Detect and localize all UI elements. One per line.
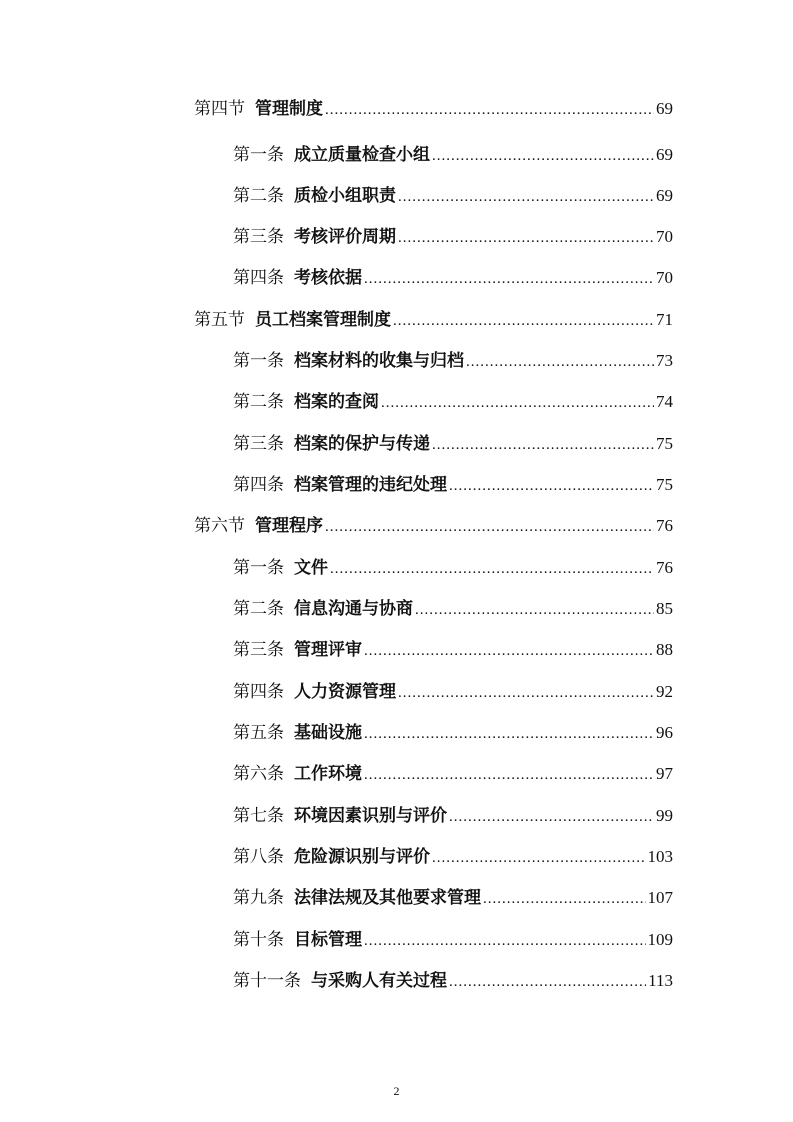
toc-entry-number: 第四节: [194, 99, 245, 119]
toc-entry-number: 第一条: [233, 145, 284, 165]
toc-dot-leader: [398, 187, 654, 207]
page-number: 2: [393, 1084, 400, 1098]
toc-entry-section[interactable]: [194, 90, 673, 120]
toc-entry-page: 69: [656, 145, 673, 164]
toc-entry-title: 员工档案管理制度: [255, 310, 391, 330]
toc-entry-title: 危险源识别与评价: [294, 847, 430, 867]
toc-entry-label: [233, 557, 328, 579]
toc-entry-number: 第三条: [233, 640, 284, 660]
toc-entry-article[interactable]: [233, 425, 673, 455]
toc-entry-section[interactable]: [194, 507, 673, 537]
toc-dot-leader: [398, 228, 654, 248]
toc-entry-label: [233, 805, 447, 827]
toc-entry-title: 考核依据: [294, 268, 362, 288]
toc-entry-page: 69: [656, 99, 673, 118]
toc-dot-leader: [364, 724, 654, 744]
toc-entry-article[interactable]: [233, 177, 673, 207]
toc-entry-page: 73: [656, 351, 673, 370]
toc-entry-title: 信息沟通与协商: [294, 599, 413, 619]
toc-entry-label: [194, 515, 323, 537]
toc-dot-leader: [330, 559, 654, 579]
toc-entry-number: 第四条: [233, 268, 284, 288]
toc-dot-leader: [364, 269, 654, 289]
toc-dot-leader: [466, 352, 654, 372]
toc-entry-article[interactable]: [233, 549, 673, 579]
toc-dot-leader: [449, 972, 646, 992]
toc-entry-article[interactable]: [233, 136, 673, 166]
toc-entry-title: 管理程序: [255, 516, 323, 536]
toc-entry-page: 113: [648, 971, 673, 990]
toc-entry-label: [233, 929, 362, 951]
toc-entry-page: 97: [656, 764, 673, 783]
toc-entry-number: 第四条: [233, 475, 284, 495]
toc-entry-article[interactable]: [233, 755, 673, 785]
toc-entry-page: 75: [656, 475, 673, 494]
toc-entry-label: [233, 474, 447, 496]
toc-entry-title: 环境因素识别与评价: [294, 806, 447, 826]
toc-entry-label: [233, 391, 379, 413]
toc-dot-leader: [432, 146, 654, 166]
toc-entry-page: 99: [656, 806, 673, 825]
toc-entry-title: 工作环境: [294, 764, 362, 784]
toc-entry-article[interactable]: [233, 838, 673, 868]
toc-entry-number: 第二条: [233, 599, 284, 619]
toc-entry-article[interactable]: [233, 631, 673, 661]
toc-entry-label: [194, 309, 391, 331]
toc-entry-page: 74: [656, 392, 673, 411]
toc-entry-article[interactable]: [233, 259, 673, 289]
toc-entry-title: 档案的查阅: [294, 392, 379, 412]
toc-entry-number: 第二条: [233, 392, 284, 412]
toc-entry-title: 档案管理的违纪处理: [294, 475, 447, 495]
toc-entry-label: [233, 639, 362, 661]
toc-entry-label: [233, 267, 362, 289]
toc-entry-number: 第十条: [233, 930, 284, 950]
toc-entry-number: 第三条: [233, 227, 284, 247]
toc-entry-section[interactable]: [194, 301, 673, 331]
toc-dot-leader: [415, 600, 654, 620]
toc-entry-article[interactable]: [233, 673, 673, 703]
toc-entry-article[interactable]: [233, 962, 673, 992]
toc-entry-number: 第二条: [233, 186, 284, 206]
toc-entry-label: [233, 763, 362, 785]
toc-entry-number: 第六节: [194, 516, 245, 536]
toc-entry-number: 第十一条: [233, 971, 301, 991]
toc-entry-title: 档案材料的收集与归档: [294, 351, 464, 371]
toc-entry-label: [233, 598, 413, 620]
toc-dot-leader: [364, 931, 646, 951]
toc-entry-page: 70: [656, 227, 673, 246]
toc-entry-title: 人力资源管理: [294, 682, 396, 702]
toc-entry-page: 85: [656, 599, 673, 618]
toc-dot-leader: [432, 848, 646, 868]
toc-entry-page: 107: [647, 888, 673, 907]
toc-entry-label: [233, 970, 447, 992]
toc-dot-leader: [364, 641, 654, 661]
toc-entry-article[interactable]: [233, 218, 673, 248]
toc-entry-title: 档案的保护与传递: [294, 434, 430, 454]
toc-entry-title: 管理制度: [255, 99, 323, 119]
toc-entry-label: [233, 846, 430, 868]
toc-entry-label: [233, 681, 396, 703]
toc-entry-article[interactable]: [233, 879, 673, 909]
toc-entry-number: 第五条: [233, 723, 284, 743]
toc-entry-page: 75: [656, 434, 673, 453]
toc-entry-article[interactable]: [233, 921, 673, 951]
toc-entry-number: 第三条: [233, 434, 284, 454]
toc-entry-number: 第九条: [233, 888, 284, 908]
toc-entry-label: [194, 98, 323, 120]
toc-entry-label: [233, 722, 362, 744]
toc-entry-label: [233, 350, 464, 372]
toc-dot-leader: [381, 393, 654, 413]
toc-dot-leader: [398, 683, 654, 703]
toc-entry-article[interactable]: [233, 383, 673, 413]
toc-dot-leader: [449, 476, 654, 496]
toc-entry-article[interactable]: [233, 466, 673, 496]
toc-entry-number: 第五节: [194, 310, 245, 330]
toc-entry-number: 第七条: [233, 806, 284, 826]
toc-entry-number: 第四条: [233, 682, 284, 702]
toc-entry-article[interactable]: [233, 714, 673, 744]
toc-entry-page: 88: [656, 640, 673, 659]
toc-entry-title: 成立质量检查小组: [294, 145, 430, 165]
toc-entry-number: 第八条: [233, 847, 284, 867]
toc-entry-title: 考核评价周期: [294, 227, 396, 247]
toc-entry-page: 70: [656, 268, 673, 287]
toc-dot-leader: [393, 311, 654, 331]
toc-entry-page: 96: [656, 723, 673, 742]
toc-entry-label: [233, 144, 430, 166]
toc-entry-title: 质检小组职责: [294, 186, 396, 206]
toc-entry-page: 109: [647, 930, 673, 949]
toc-entry-page: 76: [656, 558, 673, 577]
toc-entry-title: 文件: [294, 558, 328, 578]
toc-entry-title: 法律法规及其他要求管理: [294, 888, 481, 908]
toc-entry-article[interactable]: [233, 342, 673, 372]
toc-entry-title: 管理评审: [294, 640, 362, 660]
toc-entry-number: 第一条: [233, 351, 284, 371]
toc-entry-page: 76: [656, 516, 673, 535]
toc-entry-label: [233, 887, 481, 909]
toc-entry-article[interactable]: [233, 797, 673, 827]
toc-entry-article[interactable]: [233, 590, 673, 620]
toc-entry-title: 基础设施: [294, 723, 362, 743]
toc-entry-page: 69: [656, 186, 673, 205]
toc-entry-label: [233, 433, 430, 455]
toc-entry-page: 71: [656, 310, 673, 329]
toc-entry-label: [233, 185, 396, 207]
toc-entry-number: 第一条: [233, 558, 284, 578]
toc-entry-page: 103: [647, 847, 673, 866]
toc-entry-title: 与采购人有关过程: [311, 971, 447, 991]
toc-dot-leader: [325, 517, 654, 537]
toc-entry-title: 目标管理: [294, 930, 362, 950]
toc-dot-leader: [325, 100, 654, 120]
toc-dot-leader: [449, 807, 654, 827]
toc-dot-leader: [483, 889, 646, 909]
toc-dot-leader: [364, 765, 654, 785]
toc-dot-leader: [432, 435, 654, 455]
toc-entry-number: 第六条: [233, 764, 284, 784]
toc-entry-label: [233, 226, 396, 248]
toc-entry-page: 92: [656, 682, 673, 701]
